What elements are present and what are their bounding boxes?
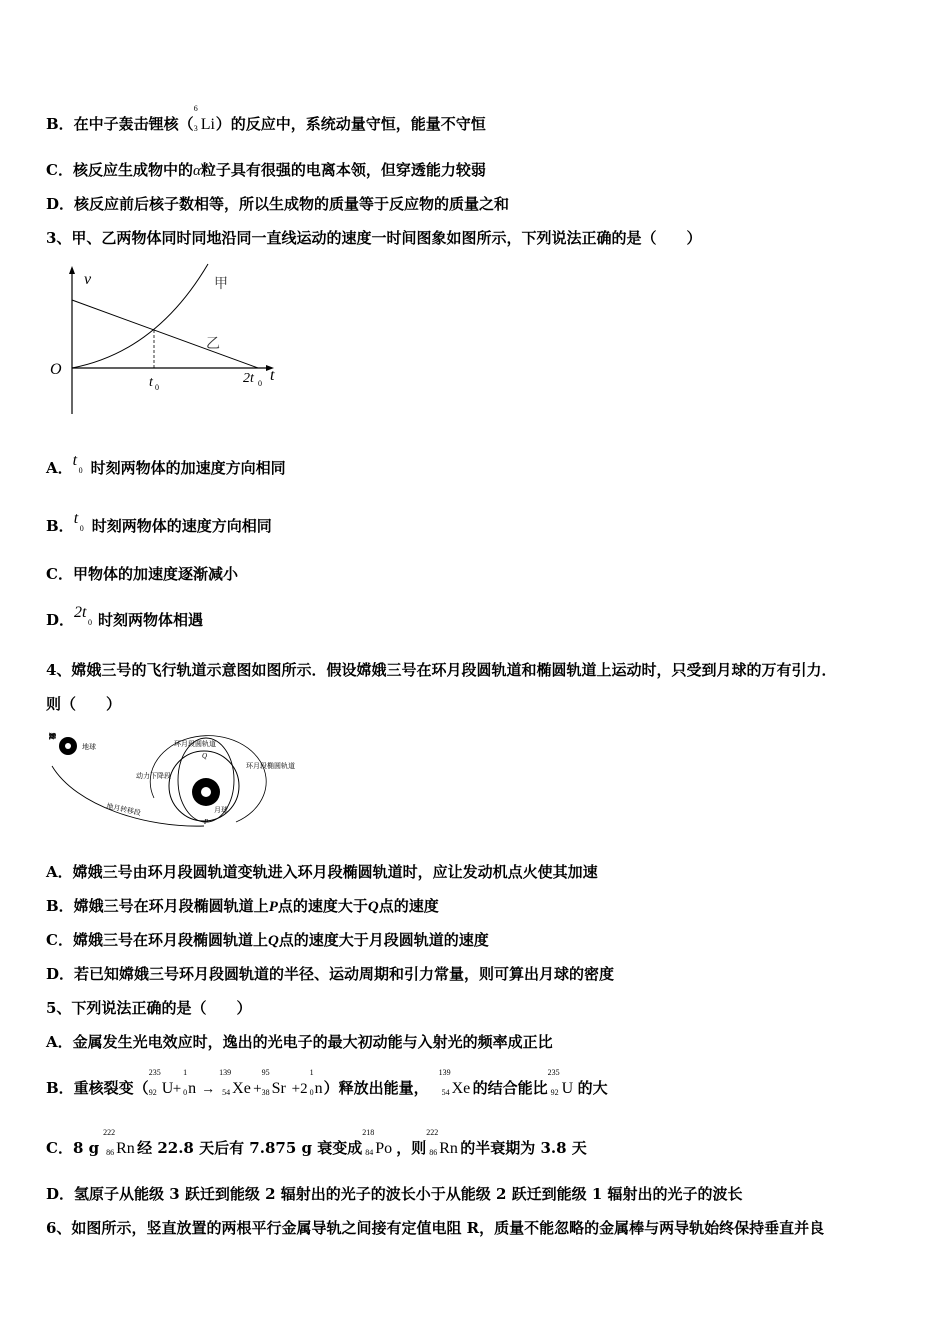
origin-label: O [50, 361, 62, 378]
q5-option-b: B．重核裂变（ 235 92 U+ 1 0 n → 139 54 Xe + 95 38 Sr +2 1 0 n）释放出能量， 139 54 Xe 的结合能比 235 92 U 的大 [46, 1068, 608, 1097]
q6-stem: 6、如图所示，竖直放置的两根平行金属导轨之间接有定值电阻 R，质量不能忽略的金属棒与两导轨始终保持垂直并良 [46, 1219, 825, 1237]
descent-label: 动力下降段 [136, 772, 171, 780]
ellipse-orbit-label: 环月段椭圆轨道 [246, 762, 295, 770]
axis-v-label: v [84, 271, 92, 288]
q4-stem-line1: 4、嫦娥三号的飞行轨道示意图如图所示．假设嫦娥三号在环月段圆轨道和椭圆轨道上运动时，只受到月球的万有引力． [46, 661, 837, 679]
twot0-label: 2t [243, 371, 254, 386]
q2-option-d: D．核反应前后核子数相等，所以生成物的质量等于反应物的质量之和 [46, 195, 510, 213]
q2-option-c: C．核反应生成物中的α粒子具有很强的电离本领，但穿透能力较弱 [46, 161, 486, 179]
t0-label: t [149, 375, 153, 390]
yi-label: 乙 [206, 337, 220, 352]
axis-t-label: t [270, 367, 275, 384]
q3-velocity-time-graph [46, 262, 296, 422]
q4-orbit-diagram [46, 726, 316, 832]
moon-label: 月球 [214, 806, 228, 814]
earth-label: 地球 [82, 743, 96, 751]
q3-option-d: D．2t 0 时刻两物体相遇 [46, 604, 204, 629]
q4-stem-line2: 则（ ） [46, 695, 122, 713]
q4-option-b: B．嫦娥三号在环月段椭圆轨道上P点的速度大于Q点的速度 [46, 897, 439, 915]
jia-label: 甲 [214, 277, 228, 292]
q5-option-d: D．氢原子从能级 3 跃迁到能级 2 辐射出的光子的波长小于从能级 2 跃迁到能级 1 辐射出的光子的波长 [46, 1185, 743, 1203]
q5-option-a: A．金属发生光电效应时，逸出的光电子的最大初动能与入射光的频率成正比 [46, 1033, 553, 1051]
q5-option-c: C．8 g 222 86 Rn 经 22.8 天后有 7.875 g 衰变成 218 84 Po ，则 222 86 Rn 的半衰期为 3.8 天 [46, 1128, 587, 1157]
p-point-label: P [204, 818, 209, 826]
q4-option-c: C．嫦娥三号在环月段椭圆轨道上Q点的速度大于月段圆轨道的速度 [46, 931, 489, 949]
circle-orbit-label: 环月段圆轨道 [174, 740, 216, 748]
transfer-label: 地月转移段 [105, 802, 142, 818]
launch-label: 发射及入轨段 [48, 732, 56, 740]
q5-stem: 5、下列说法正确的是（ ） [46, 999, 252, 1017]
q4-option-d: D．若已知嫦娥三号环月段圆轨道的半径、运动周期和引力常量，则可算出月球的密度 [46, 965, 615, 983]
q3-option-c: C．甲物体的加速度逐渐减小 [46, 565, 238, 583]
q2-option-b: B．在中子轰击锂核（ 6 3 Li）的反应中，系统动量守恒，能量不守恒 [46, 104, 486, 133]
q4-option-a: A．嫦娥三号由环月段圆轨道变轨进入环月段椭圆轨道时，应让发动机点火使其加速 [46, 863, 598, 881]
q3-stem: 3、甲、乙两物体同时同地沿同一直线运动的速度一时间图象如图所示，下列说法正确的是（ ） [46, 229, 702, 247]
q3-option-a: A．t 0 时刻两物体的加速度方向相同 [46, 452, 286, 477]
q3-option-b: B．t 0 时刻两物体的速度方向相同 [46, 510, 272, 535]
twot0-sub: 0 [258, 379, 262, 388]
t0-sub: 0 [155, 383, 159, 392]
q-point-label: Q [202, 752, 208, 760]
